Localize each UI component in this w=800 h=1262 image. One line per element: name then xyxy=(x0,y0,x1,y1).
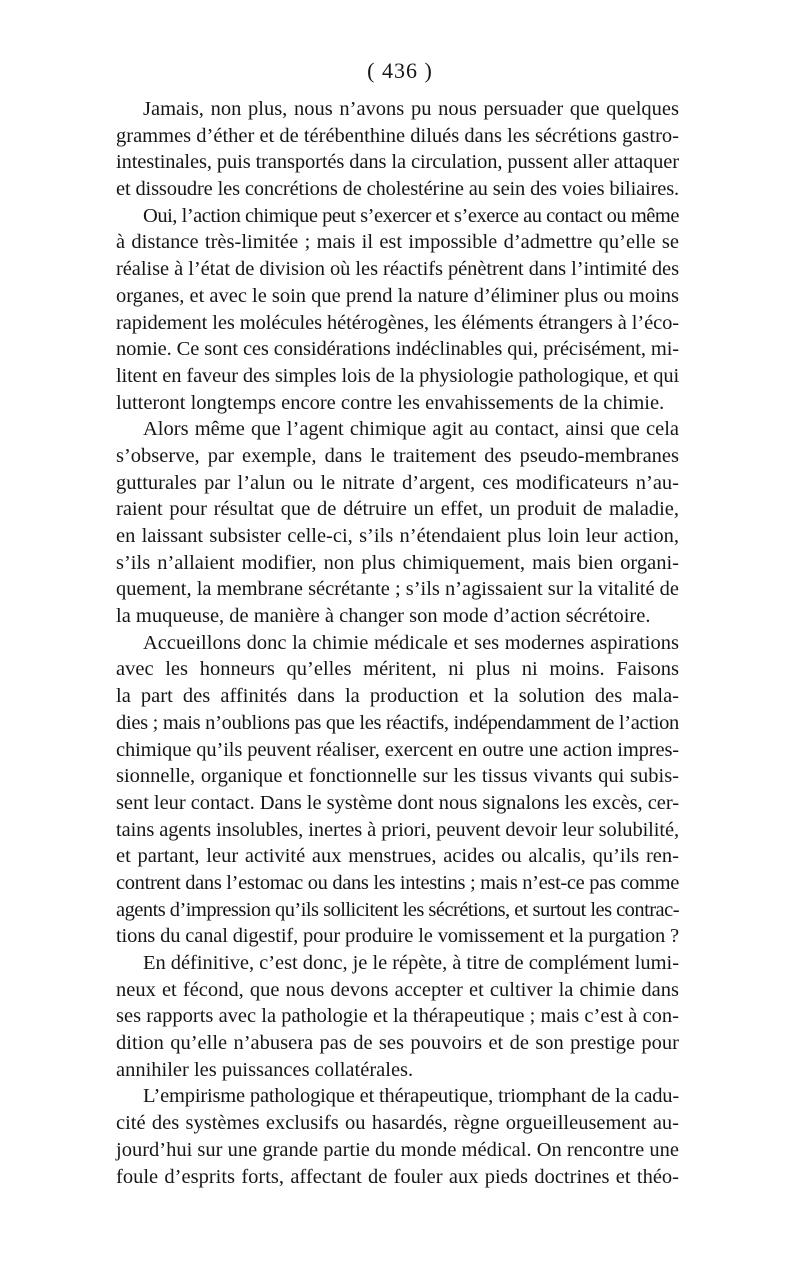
text-line: agents d’impression qu’ils sollicitent les sécrétions, et surtout les contrac- xyxy=(116,898,679,921)
text-line: dition qu’elle n’abusera pas de ses pouvoirs et de son prestige pour xyxy=(116,1032,679,1055)
body-text xyxy=(116,96,679,1190)
text-line: neux et fécond, que nous devons accepter et cultiver la chimie dans xyxy=(116,978,679,1001)
text-line: s’observe, par exemple, dans le traitement des pseudo-membranes xyxy=(116,444,679,467)
text-line: sionnelle, organique et fonctionnelle sur les tissus vivants qui subis- xyxy=(116,765,679,788)
text-line: sent leur contact. Dans le système dont nous signalons les excès, cer- xyxy=(116,791,679,814)
text-line: raient pour résultat que de détruire un effet, un produit de maladie, xyxy=(116,498,679,521)
text-line: chimique qu’ils peuvent réaliser, exercent en outre une action impres- xyxy=(116,738,679,761)
text-line: dies ; mais n’oublions pas que les réactifs, indépendamment de l’action xyxy=(116,711,679,734)
text-line: litent en faveur des simples lois de la physiologie pathologique, et qui xyxy=(116,364,679,387)
text-line: En définitive, c’est donc, je le répète, à titre de complément lumi- xyxy=(143,952,679,974)
text-line: Jamais, non plus, nous n’avons pu nous persuader que quelques xyxy=(143,98,679,120)
text-line: intestinales, puis transportés dans la circulation, pussent aller attaquer xyxy=(116,151,679,174)
page-number: ( 436 ) xyxy=(367,58,433,83)
text-line: réalise à l’état de division où les réactifs pénètrent dans l’intimité des xyxy=(116,258,679,281)
text-line: gutturales par l’alun ou le nitrate d’argent, ces modificateurs n’au- xyxy=(116,471,679,494)
text-line: nomie. Ce sont ces considérations indéclinables qui, précisément, mi- xyxy=(116,338,679,361)
text-line: rapidement les molécules hétérogènes, les éléments étrangers à l’éco- xyxy=(116,311,679,334)
text-line: L’empirisme pathologique et thérapeutique, triomphant de la cadu- xyxy=(143,1085,679,1108)
text-line: ses rapports avec la pathologie et la thérapeutique ; mais c’est à con- xyxy=(116,1005,679,1028)
text-line: lutteront longtemps encore contre les envahissements de la chimie. xyxy=(116,391,665,414)
text-line: tions du canal digestif, pour produire le vomissement et la purgation ? xyxy=(116,925,679,948)
text-line: Alors même que l’agent chimique agit au contact, ainsi que cela xyxy=(143,418,679,441)
text-line: avec les honneurs qu’elles méritent, ni plus ni moins. Faisons xyxy=(116,658,679,681)
text-line: s’ils n’allaient modifier, non plus chimiquement, mais bien organi- xyxy=(116,551,679,574)
text-line: à distance très-limitée ; mais il est impossible d’admettre qu’elle se xyxy=(116,231,679,254)
text-line: la part des affinités dans la production et la solution des mala- xyxy=(116,685,679,708)
text-line: et dissoudre les concrétions de cholestérine au sein des voies biliaires. xyxy=(116,178,679,201)
text-line: tains agents insolubles, inertes à priori, peuvent devoir leur solubilité, xyxy=(116,818,679,841)
text-line: grammes d’éther et de térébenthine dilués dans les sécrétions gastro- xyxy=(116,124,679,147)
text-line: foule d’esprits forts, affectant de fouler aux pieds doctrines et théo- xyxy=(116,1165,679,1188)
text-line: contrent dans l’estomac ou dans les intestins ; mais n’est-ce pas comme xyxy=(116,871,679,894)
text-line: Accueillons donc la chimie médicale et ses modernes aspirations xyxy=(143,631,679,654)
text-line: en laissant subsister celle-ci, s’ils n’étendaient plus loin leur action, xyxy=(116,525,679,547)
text-line: et partant, leur activité aux menstrues, acides ou alcalis, qu’ils ren- xyxy=(116,845,679,868)
text-line: la muqueuse, de manière à changer son mode d’action sécrétoire. xyxy=(116,605,651,628)
text-line: annihiler les puissances collatérales. xyxy=(116,1058,414,1081)
text-line: cité des systèmes exclusifs ou hasardés, règne orgueilleusement au- xyxy=(116,1112,679,1135)
text-line: jourd’hui sur une grande partie du monde médical. On rencontre une xyxy=(116,1138,679,1161)
text-line: organes, et avec le soin que prend la nature d’éliminer plus ou moins xyxy=(116,284,679,307)
text-line: quement, la membrane sécrétante ; s’ils n’agissaient sur la vitalité de xyxy=(116,578,679,601)
text-line: Oui, l’action chimique peut s’exercer et s’exerce au contact ou même xyxy=(143,204,679,227)
